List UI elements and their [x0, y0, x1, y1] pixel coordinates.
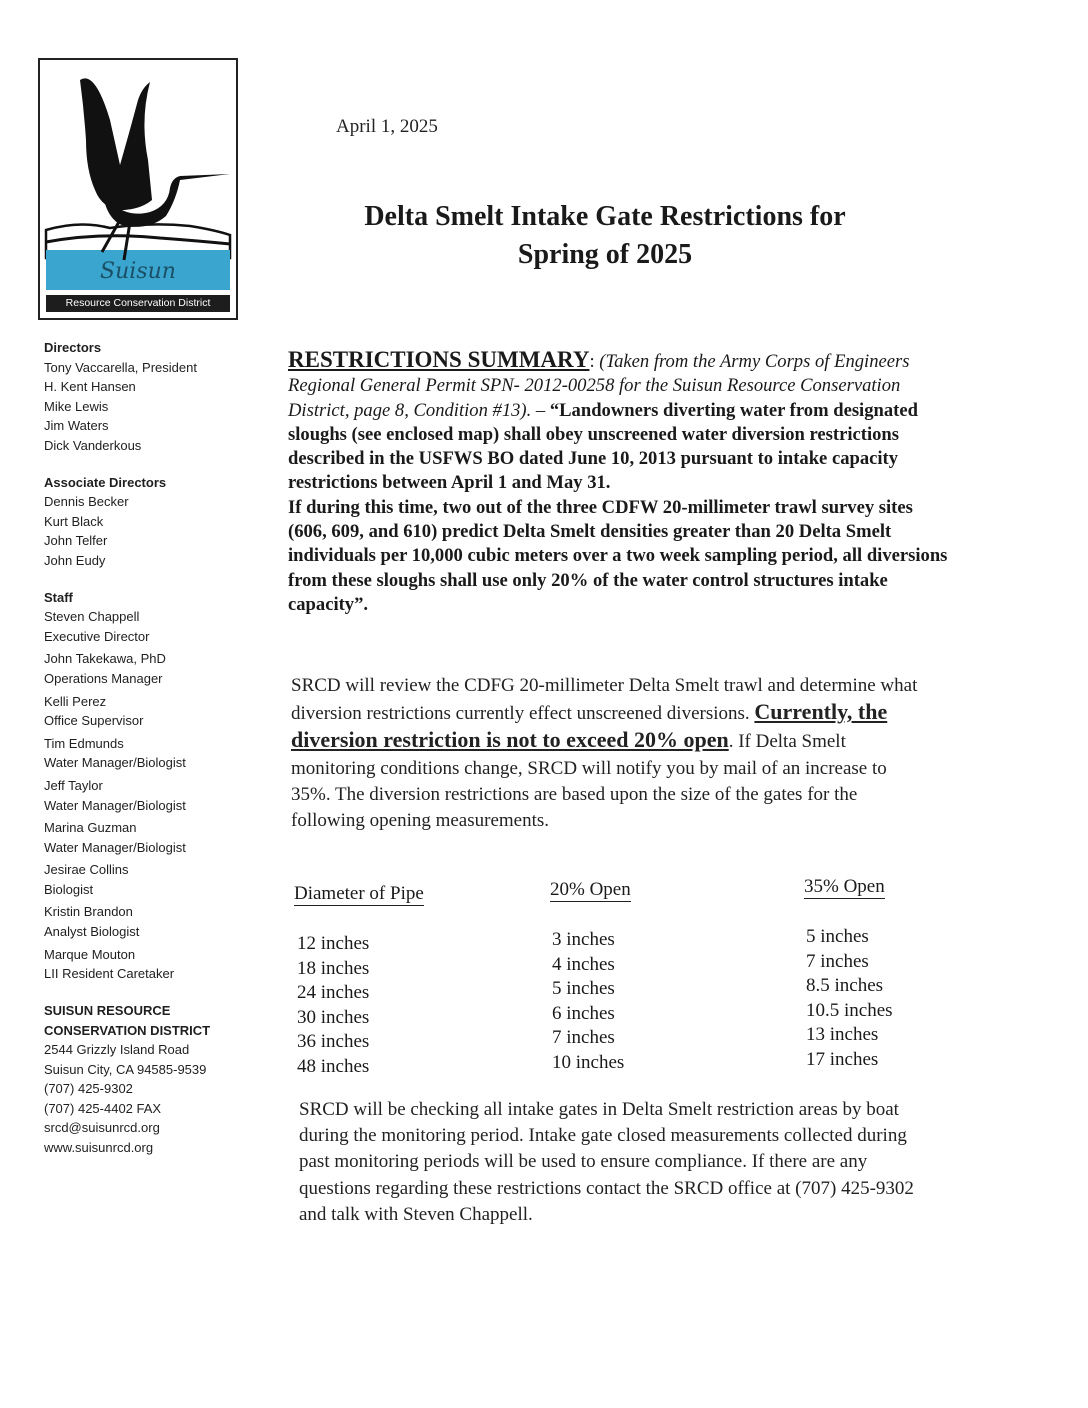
open-20-column [552, 928, 624, 1076]
staff-member [44, 860, 274, 900]
sidebar [44, 338, 274, 1157]
fax-number: (707) 425-4402 FAX [44, 1100, 162, 1116]
closing-paragraph: SRCD will be checking all intake gates in Delta Smelt restriction areas by boat during the monitoring period. Intake gate closed measurements collected during past monitoring periods will be used to ensure compliance. If there are any questions regarding these restrictions contact the SRCD office at (707) 425-9302 and talk with Steven Chappell. [299, 1099, 914, 1225]
staff-member [44, 734, 274, 774]
associate-director-name: Dennis Becker [44, 494, 129, 510]
director-name: Tony Vaccarella, President [44, 359, 197, 375]
associate-director-name: Kurt Black [44, 513, 104, 529]
staff-role: LII Resident Caretaker [44, 966, 175, 982]
associate-director-name: John Eudy [44, 552, 106, 568]
staff-name: Jeff Taylor [44, 777, 103, 793]
city-state-zip: Suisun City, CA 94585-9539 [44, 1061, 207, 1077]
org-name-line1: SUISUN RESOURCE [44, 1003, 171, 1019]
staff-role: Biologist [44, 882, 94, 898]
table-cell: 7 inches [806, 950, 869, 972]
staff-role: Office Supervisor [44, 713, 144, 729]
staff-role: Analyst Biologist [44, 924, 140, 940]
directors-section [44, 338, 274, 456]
open-35-column [806, 925, 893, 1073]
review-paragraph [291, 673, 931, 834]
column-header-20-open: 20% Open [550, 879, 631, 900]
table-cell: 17 inches [806, 1048, 879, 1070]
diameter-column [297, 932, 369, 1080]
phone-number: (707) 425-9302 [44, 1081, 133, 1097]
table-cell: 5 inches [806, 926, 869, 947]
table-cell: 3 inches [552, 929, 615, 950]
org-name-line2: CONSERVATION DISTRICT [44, 1022, 211, 1038]
staff-member [44, 818, 274, 858]
director-name: Dick Vanderkous [44, 437, 142, 453]
table-cell: 18 inches [297, 957, 370, 979]
staff-name: Steven Chappell [44, 609, 140, 625]
summary-dash: – [531, 399, 550, 421]
staff-name: Marque Mouton [44, 946, 136, 962]
title-line-1: Delta Smelt Intake Gate Restrictions for [364, 201, 846, 232]
director-name: H. Kent Hansen [44, 379, 136, 395]
table-cell: 4 inches [552, 953, 615, 975]
logo-caption: Resource Conservation District [46, 295, 230, 312]
column-header-diameter: Diameter of Pipe [294, 883, 424, 904]
staff-member [44, 776, 274, 816]
street-address: 2544 Grizzly Island Road [44, 1042, 190, 1058]
page-title [300, 198, 910, 274]
director-name: Jim Waters [44, 418, 109, 434]
table-cell: 7 inches [552, 1027, 615, 1049]
summary-citation: (Taken from the Army Corps of Engineers Regional General Permit SPN- 2012-00258 for the Suisun Resource Conservation District, page 8, Condition #13). [288, 351, 910, 421]
column-header-35-open: 35% Open [804, 876, 885, 897]
table-cell: 30 inches [297, 1006, 370, 1028]
website: www.suisunrcd.org [44, 1139, 154, 1155]
staff-heading: Staff [44, 589, 73, 605]
staff-section [44, 588, 274, 985]
associate-directors-section [44, 473, 274, 571]
table-cell: 5 inches [552, 978, 615, 1000]
staff-role: Executive Director [44, 628, 150, 644]
staff-member [44, 607, 274, 647]
table-cell: 48 inches [297, 1055, 370, 1077]
table-cell: 8.5 inches [806, 975, 884, 997]
staff-role: Operations Manager [44, 671, 163, 687]
associate-director-name: John Telfer [44, 533, 108, 549]
summary-quote-part2: If during this time, two out of the three CDFW 20-millimeter trawl survey sites (606, 609, and 610) predict Delta Smelt densities greater than 20 Delta Smelt individuals per 10,000 cubic meters over a two week sampling period, all diversions from these sloughs shall use only 20% of the water control structures intake capacity”. [288, 496, 948, 615]
staff-name: John Takekawa, PhD [44, 651, 166, 667]
summary-quote-part1: “Landowners diverting water from designated sloughs (see enclosed map) shall obey unscreened water diversion restrictions described in the USFWS BO dated June 10, 2013 pursuant to intake capacity restrictions between April 1 and May 31. [288, 399, 918, 494]
staff-name: Kristin Brandon [44, 904, 133, 920]
title-line-2: Spring of 2025 [517, 239, 693, 270]
district-logo [38, 58, 238, 320]
staff-role: Water Manager/Biologist [44, 839, 186, 855]
directors-heading: Directors [44, 340, 102, 355]
staff-member [44, 692, 274, 732]
staff-name: Jesirae Collins [44, 862, 129, 878]
director-name: Mike Lewis [44, 398, 109, 414]
letter-date: April 1, 2025 [336, 116, 438, 137]
table-cell: 12 inches [297, 933, 370, 954]
logo-script-text: Suisun [100, 259, 176, 284]
review-text-part1: SRCD will review the CDFG 20-millimeter Delta Smelt trawl and determine what diversion restrictions currently effect unscreened diversions. [291, 675, 918, 725]
table-cell: 36 inches [297, 1031, 370, 1053]
table-cell: 10 inches [552, 1051, 625, 1073]
staff-member [44, 945, 274, 985]
table-cell: 13 inches [806, 1024, 879, 1046]
current-restriction-emphasis: Currently, the diversion restriction is not to exceed 20% open [291, 699, 888, 753]
table-cell: 24 inches [297, 982, 370, 1004]
email-address: srcd@suisunrcd.org [44, 1120, 160, 1136]
table-cell: 10.5 inches [806, 999, 893, 1021]
associate-directors-heading: Associate Directors [44, 474, 167, 490]
summary-colon: : [589, 351, 600, 372]
restrictions-summary [288, 348, 948, 617]
staff-name: Kelli Perez [44, 693, 107, 709]
heron-logo-graphic [40, 60, 236, 318]
address-block [44, 1001, 274, 1157]
summary-heading: RESTRICTIONS SUMMARY [288, 347, 590, 372]
staff-role: Water Manager/Biologist [44, 755, 186, 771]
staff-role: Water Manager/Biologist [44, 797, 186, 813]
staff-member [44, 649, 274, 689]
staff-name: Marina Guzman [44, 820, 137, 836]
review-text-part2: . If Delta Smelt monitoring conditions change, SRCD will notify you by mail of an increase to 35%. The diversion restrictions are based upon the size of the gates for the following opening measurements. [291, 731, 887, 832]
table-cell: 6 inches [552, 1002, 615, 1024]
staff-member [44, 902, 274, 942]
staff-name: Tim Edmunds [44, 735, 124, 751]
